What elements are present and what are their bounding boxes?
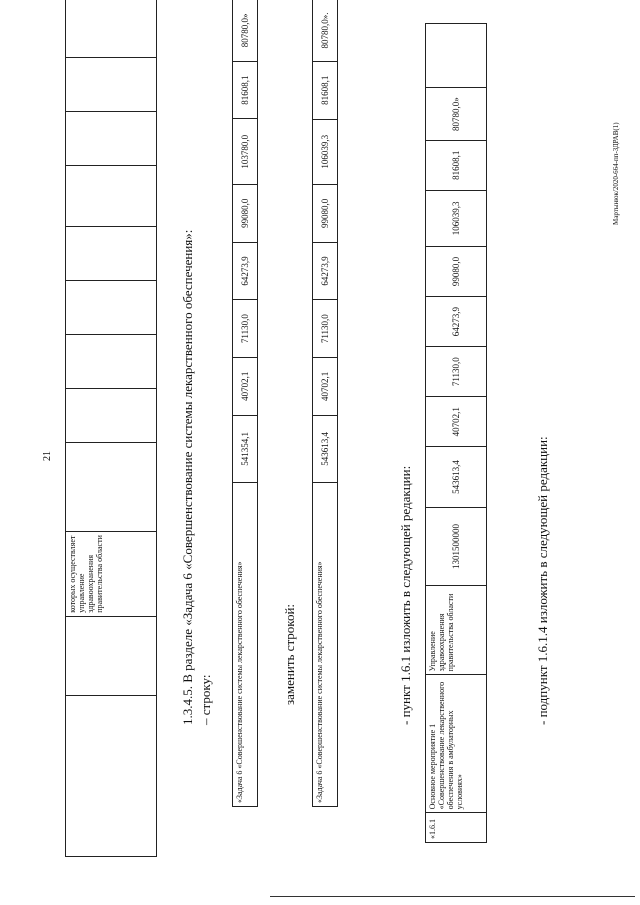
top-table-empty-1	[66, 696, 157, 857]
old-row-value: 541354,1	[233, 415, 258, 482]
old-row-value: 103780,0	[233, 119, 258, 184]
top-table	[65, 0, 157, 857]
new-row-table	[312, 0, 338, 807]
row-161-value: 80780,0»	[426, 88, 487, 140]
row-161-empty	[426, 24, 487, 89]
section-heading: 1.3.4.5. В разделе «Задача 6 «Совершенствование системы лекарственного обеспечения»:	[180, 229, 195, 725]
top-table-label: которых осуществляет управление здравоохранения правительства области	[66, 531, 157, 616]
top-table-cell	[66, 111, 157, 165]
item-1614-label: - подпункт 1.6.1.4 изложить в следующей редакции:	[535, 436, 550, 725]
row-label: – строку:	[198, 674, 213, 725]
row-161-value: 106039,3	[426, 190, 487, 246]
footer-text: Мартынюк/2020-664-пп-ЗДРАВ(1)	[612, 122, 620, 225]
top-table-cell	[66, 165, 157, 226]
new-row-value: 64273,9	[313, 242, 338, 300]
row-161-num: «1.6.1	[426, 813, 487, 843]
new-row-value: 81608,1	[313, 61, 338, 119]
old-row-value: 81608,1	[233, 61, 258, 119]
row-161-name: Основное мероприятие 1 «Совершенствование лекарственного обеспечения в амбулаторных условиях»	[426, 675, 487, 813]
old-row-value: 71130,0	[233, 300, 258, 358]
row-161-value: 81608,1	[426, 140, 487, 190]
new-row-value: 40702,1	[313, 358, 338, 416]
old-row-value: 99080,0	[233, 184, 258, 242]
new-row-value: 99080,0	[313, 185, 338, 243]
top-table-empty-2	[66, 616, 157, 695]
old-row-name: «Задача 6 «Совершенствование системы лекарственного обеспечения»	[233, 482, 258, 806]
new-row-value: 543613,4	[313, 415, 338, 482]
old-row-table	[232, 0, 258, 807]
page-edge-line	[270, 896, 635, 897]
top-table-cell	[66, 443, 157, 531]
new-row-value: 106039,3	[313, 119, 338, 184]
new-row-value: 80780,0».	[313, 0, 338, 61]
new-row-value: 71130,0	[313, 300, 338, 358]
old-row-value: 40702,1	[233, 357, 258, 415]
row-161-value: 543613,4	[426, 447, 487, 507]
top-table-cell	[66, 335, 157, 389]
old-row-value: 80780,0»	[233, 0, 258, 61]
top-table-cell	[66, 227, 157, 281]
row-161-executor: Управление здравоохранения правительства области	[426, 586, 487, 675]
top-table-cell	[66, 0, 157, 57]
row-161-code: 1301500000	[426, 507, 487, 586]
row-161-table	[425, 23, 487, 843]
old-row-value: 64273,9	[233, 242, 258, 300]
item-161-label: - пункт 1.6.1 изложить в следующей редакции:	[398, 465, 413, 725]
page-number: 21	[42, 451, 53, 461]
top-table-cell	[66, 57, 157, 111]
top-table-cell	[66, 281, 157, 335]
row-161-value: 99080,0	[426, 246, 487, 296]
top-table-cell	[66, 389, 157, 443]
replace-label: заменить строкой:	[282, 603, 297, 705]
row-161-value: 64273,9	[426, 297, 487, 347]
new-row-name: «Задача 6 «Совершенствование системы лекарственного обеспечения»	[313, 483, 338, 807]
row-161-value: 40702,1	[426, 397, 487, 447]
row-161-value: 71130,0	[426, 347, 487, 397]
